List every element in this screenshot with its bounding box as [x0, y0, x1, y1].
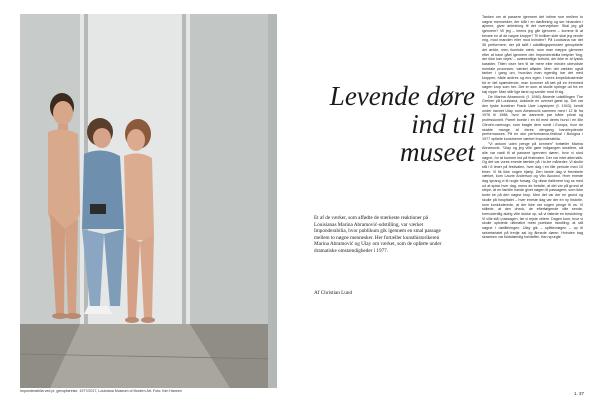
page-number: 1. 37 [574, 391, 585, 396]
body-paragraph: De Marina Abramović (f. 1946) åbnede udstillingen The Greiner på Louisiana, dukkede en overset gæst op. Det var den tyske kunstner Frank Uwe Laysiepen (f. 1943), kendt under navnet Ulay, som Abramović sammen med i 12 år fra 1976 til 1988, hvor de dannede par både privat og professionelt. Parret boede i en bil med deres hund i en lille Citroën-varevogn, som bragte dem rundt i Europa, hvor de skabte mange af deres dengang banebrydende performances. På en stor performance-festival i Bologna i 1977 opførte kunstnerne værket Imponderabilia. [482, 94, 583, 141]
title-line-2: ind til [411, 109, 475, 139]
byline: Af Christian Lund [314, 290, 353, 296]
body-column [482, 15, 583, 240]
performance-photo [20, 14, 277, 388]
title-line-3: museet [400, 137, 475, 167]
body-paragraph: Tanken om at passere igennem det intime rum mellem to nøgne mennesker, der står i en døråbning og ser hinanden i øjnene, giver anledning til det overvejelser: Skal jeg gå igennem? Vil jeg – imens jeg går igennem – komme til at berøre en af de nøgne kroppe? Til hvilken side skal jeg vende mig, mod manden eller mod kvinden? På Louisiana var det 36 performere, der på skift i udstillingsperioden genopførte det ønkle, men ikoniske værk, som man næppe glemmer efter at have gået igennem det. Imponderabilia betyder ’ting, der ikke kan vejes’ – uvæsentlige forhold, der ikke er af fysisk karakter. Titlen viser hen til de mere eller mindre ubevidste mentale processer, værket afføder. Men det vækker også tanker i gang om, hvordan man egentlig har det med kroppen, både andres og ens egen. I vores kropsfokuserede tid er det spændende, man kommer så tæt på en fremmed nøgen krop som her. Det er som at skulle springe ud fra en høj vippe: Man står lige først og samler mod til sig. [482, 15, 583, 94]
article-title [300, 82, 475, 166]
photo-caption: Imponderabilia ved pr. genopførelse, 1977/2017, Louisiana Museum of Modern Art. Foto: Kim Hansen [20, 389, 182, 393]
title-line-1: Levende døre [329, 81, 475, 111]
body-paragraph: ”Vi ankom uden penge på lommen” fortæller Marina Abramović. ”Ulay og jeg ville gøre indgangen smallere, så alle var nødt til at passere igennem døren, hvor vi stod nøgne, for at komme ind på festivalen. Der var intet alternativ. Og det var vores eneste tænkte på i to-tre måneder: Vi skulle stå i 6 timer på festivalen, hver dag i en lille periode med 10 timer. Vi fik ikke nogen hjælp. Den første dag vi fremførte værket, kom Laurie Anderson og Vito Acconci. Hver eneste dag sprang vi til nogle forsøg. Og disse italienere tog os med ud at spise hver dag, mens de fortalte, at det var på grund af stripe, at en familie havde givet nøgen til passagere, som ikke turde se på den nøgne krop. Men det var der en grund og skulle på hospitalet – hver eneste dag var der en ny historie, som konkluderede, at der ikke var nogen penge til os. Vi stillede, at den check, de efterfølgende ville sende, formodentlig aldrig ville dukke op, så vi fattede en beslutning: Vi ville stå i passagen, før vi rejste videre. Dagen kom, hvor vi skulle optræde ultimativt mest poetiske handling: at stå nøgne i døråbningen. Ulay gik – splitternøgen – op til sekretariatet på tredje sal og åbnede døren. Hvinden bag skranken var fuldstændig forbløffet. Han spurgte [482, 141, 583, 240]
photograph [20, 14, 277, 388]
lead-paragraph: Et af de værker, som affødte de stærkeste reaktioner på Louisianas Marina Abramović-udstilling, var værket Imponderabilia, hvor publikum gik igennem en smal passage mellem to nøgne mennesker. Her fortæller kunsthistorikeren Marina Abramović og Ulay om værket, som de opførte under dramatiske omstændigheder i 1977. [314, 215, 442, 254]
